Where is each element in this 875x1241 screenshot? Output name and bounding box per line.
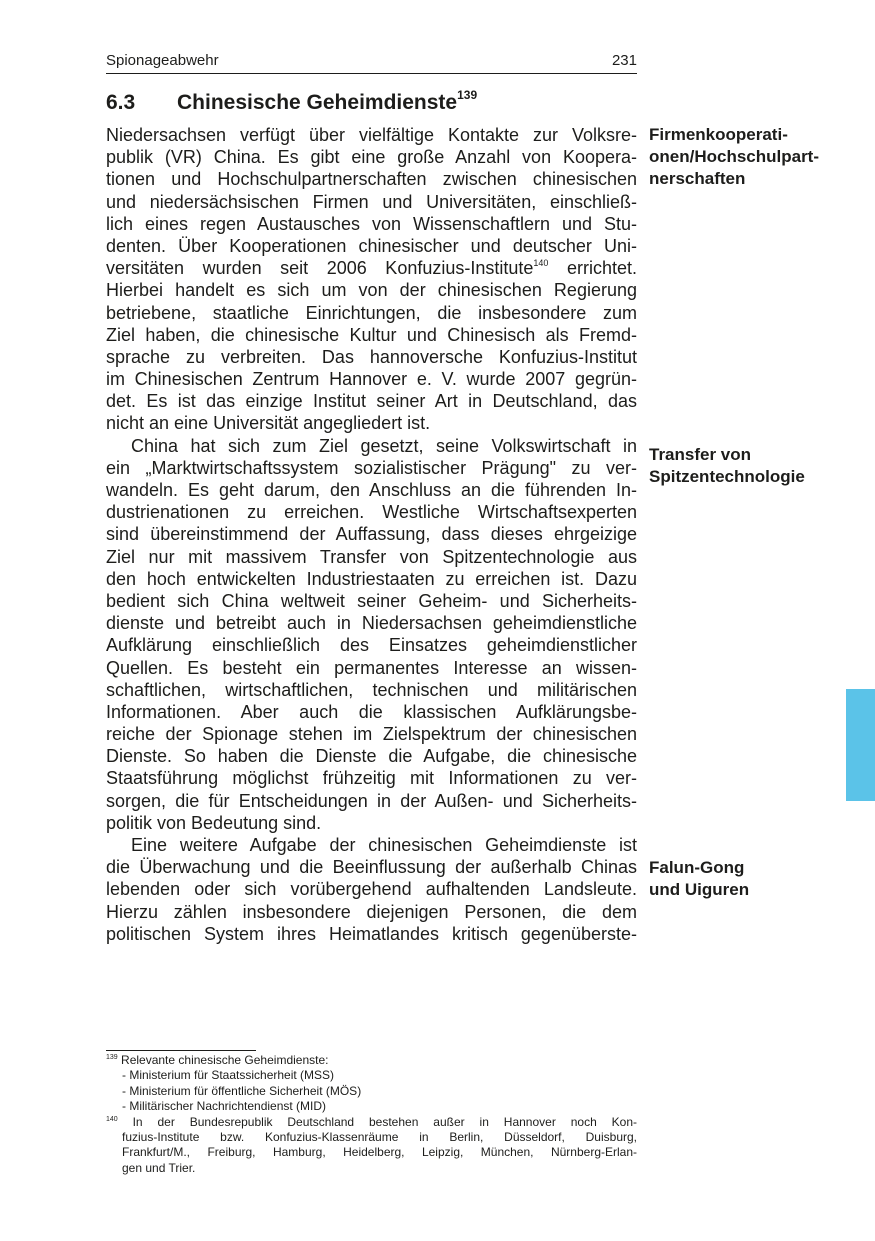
footnote-text: - Ministerium für öffentliche Sicherheit (MÖS) — [122, 1083, 362, 1098]
footnote-text: gen und Trier. — [122, 1160, 196, 1175]
body-line: denten. Über Kooperationen chinesischer und deutscher Uni- — [106, 235, 637, 256]
footnote-text: - Ministerium für Staatssicherheit (MSS) — [122, 1068, 335, 1083]
footnote-line — [106, 1084, 637, 1099]
body-line — [106, 257, 637, 279]
marginal-line: onen/Hochschulpart- — [649, 147, 820, 167]
body-line: publik (VR) China. Es gibt eine große Anzahl von Koopera- — [106, 147, 637, 168]
body-line: den hoch entwickelten Industriestaaten zu erreichen ist. Dazu — [106, 568, 637, 589]
body-text — [106, 124, 637, 945]
marginal-line: nerschaften — [649, 169, 746, 189]
body-line: Hierzu zählen insbesondere diejenigen Personen, die dem — [106, 901, 637, 922]
body-line: dustrienationen zu erreichen. Westliche Wirtschaftsexperten — [106, 502, 637, 523]
section-title: Chinesische Geheimdienste — [177, 91, 458, 114]
footnote-line — [106, 1130, 637, 1145]
body-line: China hat sich zum Ziel gesetzt, seine Volkswirtschaft in — [131, 435, 637, 456]
body-line: sprache zu verbreiten. Das hannoversche Konfuzius-Institut — [106, 346, 637, 367]
body-line: sorgen, die für Entscheidungen in der Außen- und Sicherheits- — [106, 790, 637, 811]
body-line: schaftlichen, wirtschaftlichen, technischen und militärischen — [106, 679, 637, 700]
body-line: nicht an eine Universität angegliedert ist. — [106, 413, 431, 434]
footnote-text: In der Bundesrepublik Deutschland bestehen außer in Hannover noch Kon- — [117, 1114, 637, 1129]
body-line: bedient sich China weltweit seiner Geheim- und Sicherheits- — [106, 590, 637, 611]
body-line: Hierbei handelt es sich um von der chinesischen Regierung — [106, 280, 637, 301]
footnote-text: Relevante chinesische Geheimdienste: — [117, 1053, 329, 1067]
running-header — [106, 51, 637, 74]
running-title: Spionageabwehr — [106, 52, 219, 69]
marginal-line: Firmenkooperati- — [649, 125, 788, 144]
body-line: lebenden oder sich vorübergehend aufhaltenden Landsleute. — [106, 879, 637, 900]
footnote-line — [106, 1145, 637, 1160]
marginal-line: Falun-Gong — [649, 858, 745, 877]
body-line: sind übereinstimmend der Auffassung, dass dieses ehrgeizige — [106, 524, 637, 545]
body-line: Ziel nur mit massivem Transfer von Spitzentechnologie aus — [106, 546, 637, 567]
footnote-line — [106, 1068, 637, 1083]
body-line: ein „Marktwirtschaftssystem sozialistischer Prägung" zu ver- — [106, 457, 637, 478]
body-line: politik von Bedeutung sind. — [106, 812, 322, 833]
body-line: Aufklärung einschließlich des Einsatzes geheimdienstlicher — [106, 635, 637, 656]
body-line: betriebene, staatliche Einrichtungen, die insbesondere zum — [106, 302, 637, 323]
marginal-note-firmenkooperationen — [649, 124, 839, 191]
body-line: Niedersachsen verfügt über vielfältige Kontakte zur Volksre- — [106, 125, 637, 145]
body-line-text: versitäten wurden seit 2006 Konfuzius-Institute — [106, 258, 534, 279]
page-number: 231 — [611, 52, 637, 69]
footnote-number: 140 — [106, 1115, 118, 1123]
body-line: und niedersächsischen Firmen und Universitäten, einschließ- — [106, 191, 637, 212]
body-line: Ziel haben, die chinesische Kultur und Chinesisch als Fremd- — [106, 324, 637, 345]
section-number: 6.3 — [106, 91, 136, 114]
marginal-note-transfer — [649, 444, 839, 488]
body-line: reiche der Spionage stehen im Zielspektrum der chinesischen — [106, 724, 637, 745]
footnote-line — [106, 1099, 637, 1114]
body-line: lich eines regen Austausches von Wissenschaftlern und Stu- — [106, 213, 637, 234]
marginal-line: Transfer von — [649, 445, 752, 464]
marginal-note-falun-gong — [649, 857, 839, 901]
body-line: politischen System ihres Heimatlandes kritisch gegenüberste- — [106, 923, 637, 944]
section-heading — [106, 88, 477, 115]
footnote-text: - Militärischer Nachrichtendienst (MID) — [122, 1099, 327, 1114]
body-line: Dienste. So haben die Dienste die Aufgabe, die chinesische — [106, 746, 637, 767]
body-line: Quellen. Es besteht ein permanentes Interesse an wissen- — [106, 657, 637, 678]
footnote-divider — [106, 1050, 256, 1051]
body-line: dienste und betreibt auch in Niedersachsen geheimdienstliche — [106, 613, 637, 634]
footnote-line — [106, 1115, 637, 1130]
footnote-text: fuzius-Institute bzw. Konfuzius-Klassenräume in Berlin, Düsseldorf, Duisburg, — [122, 1130, 637, 1145]
body-line: Staatsführung möglichst frühzeitig mit Informationen zu ver- — [106, 768, 637, 789]
marginal-line: und Uiguren — [649, 880, 750, 900]
footnotes — [106, 1053, 637, 1176]
footnote-line — [106, 1053, 637, 1068]
footnote-text: Frankfurt/M., Freiburg, Hamburg, Heidelberg, Leipzig, München, Nürnberg-Erlan- — [122, 1145, 637, 1160]
footnote-number: 139 — [106, 1054, 118, 1061]
footnote-ref-140: 140 — [533, 258, 549, 269]
marginal-line: Spitzentechnologie — [649, 467, 805, 487]
body-line: wandeln. Es geht darum, den Anschluss an die führenden In- — [106, 480, 637, 500]
body-line-text: errichtet. — [548, 258, 637, 279]
body-line: Informationen. Aber auch die klassischen Aufklärungsbe- — [106, 701, 637, 722]
body-line: im Chinesischen Zentrum Hannover e. V. wurde 2007 gegrün- — [106, 369, 637, 390]
body-line: det. Es ist das einzige Institut seiner Art in Deutschland, das — [106, 391, 637, 412]
footnote-line — [106, 1161, 637, 1176]
footnote-ref-139: 139 — [457, 88, 478, 102]
body-line: tionen und Hochschulpartnerschaften zwischen chinesischen — [106, 169, 637, 190]
chapter-thumb-tab — [846, 689, 875, 801]
body-line: die Überwachung und die Beeinflussung der außerhalb Chinas — [106, 857, 637, 878]
body-line: Eine weitere Aufgabe der chinesischen Geheimdienste ist — [131, 835, 637, 855]
